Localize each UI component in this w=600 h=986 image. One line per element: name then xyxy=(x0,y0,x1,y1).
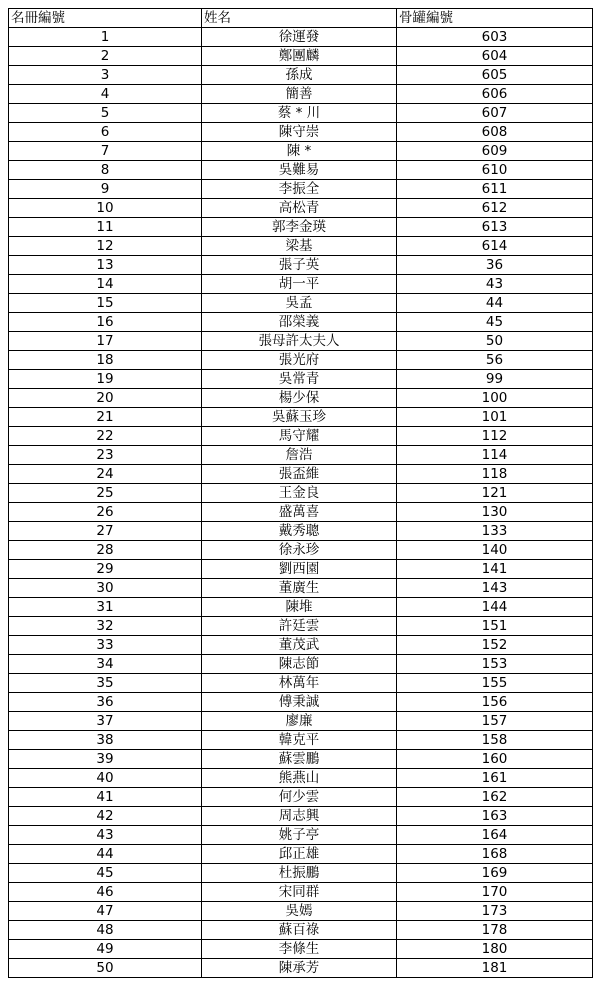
register-number-cell: 2 xyxy=(9,47,202,66)
table-row xyxy=(9,959,593,978)
register-number-cell: 23 xyxy=(9,446,202,465)
urn-number-cell: 157 xyxy=(397,712,593,731)
name-cell: 陳承芳 xyxy=(202,959,397,978)
urn-number-cell: 161 xyxy=(397,769,593,788)
urn-number-cell: 612 xyxy=(397,199,593,218)
name-cell: 戴秀聰 xyxy=(202,522,397,541)
table-row xyxy=(9,180,593,199)
urn-number-cell: 156 xyxy=(397,693,593,712)
table-row xyxy=(9,674,593,693)
name-cell: 徐運發 xyxy=(202,28,397,47)
table-row xyxy=(9,218,593,237)
name-cell: 熊燕山 xyxy=(202,769,397,788)
urn-number-cell: 152 xyxy=(397,636,593,655)
register-number-cell: 43 xyxy=(9,826,202,845)
register-number-cell: 50 xyxy=(9,959,202,978)
register-number-cell: 39 xyxy=(9,750,202,769)
register-number-cell: 25 xyxy=(9,484,202,503)
table-row xyxy=(9,351,593,370)
urn-number-cell: 162 xyxy=(397,788,593,807)
table-row xyxy=(9,28,593,47)
urn-number-cell: 114 xyxy=(397,446,593,465)
table-row xyxy=(9,693,593,712)
table-row xyxy=(9,199,593,218)
urn-number-cell: 118 xyxy=(397,465,593,484)
name-cell: 吳常青 xyxy=(202,370,397,389)
urn-number-cell: 160 xyxy=(397,750,593,769)
table-row xyxy=(9,66,593,85)
name-cell: 孫成 xyxy=(202,66,397,85)
name-cell: 杜振鵬 xyxy=(202,864,397,883)
urn-number-cell: 143 xyxy=(397,579,593,598)
urn-number-cell: 44 xyxy=(397,294,593,313)
register-number-cell: 6 xyxy=(9,123,202,142)
name-cell: 胡一平 xyxy=(202,275,397,294)
urn-number-cell: 164 xyxy=(397,826,593,845)
name-cell: 徐永珍 xyxy=(202,541,397,560)
table-row xyxy=(9,370,593,389)
urn-number-cell: 607 xyxy=(397,104,593,123)
table-row xyxy=(9,826,593,845)
urn-number-cell: 611 xyxy=(397,180,593,199)
name-cell: 邱正雄 xyxy=(202,845,397,864)
register-number-cell: 21 xyxy=(9,408,202,427)
table-row xyxy=(9,560,593,579)
name-cell: 詹浩 xyxy=(202,446,397,465)
name-cell: 高松青 xyxy=(202,199,397,218)
register-number-cell: 22 xyxy=(9,427,202,446)
urn-number-cell: 168 xyxy=(397,845,593,864)
register-number-cell: 45 xyxy=(9,864,202,883)
name-cell: 吳孟 xyxy=(202,294,397,313)
name-cell: 陳守崇 xyxy=(202,123,397,142)
table-row xyxy=(9,769,593,788)
table-row xyxy=(9,655,593,674)
table-row xyxy=(9,47,593,66)
register-number-cell: 11 xyxy=(9,218,202,237)
urn-number-cell: 36 xyxy=(397,256,593,275)
register-number-cell: 35 xyxy=(9,674,202,693)
table-row xyxy=(9,598,593,617)
name-cell: 劉西園 xyxy=(202,560,397,579)
name-cell: 姚子亭 xyxy=(202,826,397,845)
urn-number-cell: 144 xyxy=(397,598,593,617)
urn-number-cell: 614 xyxy=(397,237,593,256)
register-number-cell: 17 xyxy=(9,332,202,351)
urn-number-cell: 605 xyxy=(397,66,593,85)
table-row xyxy=(9,484,593,503)
urn-number-cell: 45 xyxy=(397,313,593,332)
name-cell: 梁基 xyxy=(202,237,397,256)
urn-number-cell: 141 xyxy=(397,560,593,579)
register-number-cell: 36 xyxy=(9,693,202,712)
urn-number-cell: 163 xyxy=(397,807,593,826)
register-number-cell: 47 xyxy=(9,902,202,921)
table-row xyxy=(9,446,593,465)
register-number-cell: 18 xyxy=(9,351,202,370)
register-number-cell: 19 xyxy=(9,370,202,389)
register-number-cell: 32 xyxy=(9,617,202,636)
name-cell: 吳難易 xyxy=(202,161,397,180)
register-number-cell: 8 xyxy=(9,161,202,180)
table-row xyxy=(9,788,593,807)
register-number-cell: 30 xyxy=(9,579,202,598)
name-cell: 王金良 xyxy=(202,484,397,503)
register-number-cell: 46 xyxy=(9,883,202,902)
register-number-cell: 40 xyxy=(9,769,202,788)
table-row xyxy=(9,85,593,104)
register-number-cell: 10 xyxy=(9,199,202,218)
register-number-cell: 42 xyxy=(9,807,202,826)
urn-number-cell: 181 xyxy=(397,959,593,978)
table-row xyxy=(9,750,593,769)
urn-number-cell: 158 xyxy=(397,731,593,750)
table-row xyxy=(9,237,593,256)
urn-number-cell: 121 xyxy=(397,484,593,503)
column-header-urn-number: 骨罐編號 xyxy=(397,9,593,28)
table-row xyxy=(9,541,593,560)
table-row xyxy=(9,313,593,332)
name-cell: 廖廉 xyxy=(202,712,397,731)
table-row xyxy=(9,807,593,826)
urn-number-cell: 130 xyxy=(397,503,593,522)
urn-number-cell: 608 xyxy=(397,123,593,142)
urn-number-cell: 604 xyxy=(397,47,593,66)
name-cell: 馬守耀 xyxy=(202,427,397,446)
name-cell: 楊少保 xyxy=(202,389,397,408)
table-row xyxy=(9,408,593,427)
name-cell: 陳志節 xyxy=(202,655,397,674)
register-number-cell: 24 xyxy=(9,465,202,484)
table-row xyxy=(9,275,593,294)
register-number-cell: 31 xyxy=(9,598,202,617)
name-cell: 許廷雲 xyxy=(202,617,397,636)
table-row xyxy=(9,883,593,902)
table-row xyxy=(9,940,593,959)
column-header-register-number: 名冊編號 xyxy=(9,9,202,28)
register-number-cell: 4 xyxy=(9,85,202,104)
name-cell: 張光府 xyxy=(202,351,397,370)
urn-number-cell: 153 xyxy=(397,655,593,674)
header-row xyxy=(9,9,593,28)
urn-number-cell: 56 xyxy=(397,351,593,370)
table-row xyxy=(9,522,593,541)
table-row xyxy=(9,731,593,750)
name-cell: 盛萬喜 xyxy=(202,503,397,522)
register-sheet xyxy=(8,8,592,978)
register-number-cell: 49 xyxy=(9,940,202,959)
table-row xyxy=(9,636,593,655)
name-cell: 李條生 xyxy=(202,940,397,959)
name-cell: 周志興 xyxy=(202,807,397,826)
table-row xyxy=(9,465,593,484)
name-cell: 董廣生 xyxy=(202,579,397,598)
table-row xyxy=(9,712,593,731)
table-row xyxy=(9,294,593,313)
name-cell: 蘇百祿 xyxy=(202,921,397,940)
table-row xyxy=(9,161,593,180)
name-cell: 邵榮義 xyxy=(202,313,397,332)
urn-number-cell: 151 xyxy=(397,617,593,636)
table-row xyxy=(9,902,593,921)
name-cell: 陳 * xyxy=(202,142,397,161)
register-number-cell: 48 xyxy=(9,921,202,940)
name-cell: 蔡 * 川 xyxy=(202,104,397,123)
name-cell: 何少雲 xyxy=(202,788,397,807)
name-cell: 林萬年 xyxy=(202,674,397,693)
register-number-cell: 20 xyxy=(9,389,202,408)
register-number-cell: 37 xyxy=(9,712,202,731)
register-number-cell: 1 xyxy=(9,28,202,47)
name-cell: 張盃維 xyxy=(202,465,397,484)
urn-number-cell: 100 xyxy=(397,389,593,408)
urn-number-cell: 133 xyxy=(397,522,593,541)
urn-number-cell: 609 xyxy=(397,142,593,161)
urn-number-cell: 173 xyxy=(397,902,593,921)
name-cell: 鄭團麟 xyxy=(202,47,397,66)
urn-number-cell: 603 xyxy=(397,28,593,47)
urn-number-cell: 613 xyxy=(397,218,593,237)
register-number-cell: 3 xyxy=(9,66,202,85)
name-cell: 傅秉誠 xyxy=(202,693,397,712)
table-row xyxy=(9,256,593,275)
register-number-cell: 13 xyxy=(9,256,202,275)
name-cell: 吳蘇玉珍 xyxy=(202,408,397,427)
name-cell: 韓克平 xyxy=(202,731,397,750)
register-number-cell: 26 xyxy=(9,503,202,522)
remains-register-table xyxy=(8,8,593,978)
urn-number-cell: 50 xyxy=(397,332,593,351)
table-row xyxy=(9,104,593,123)
urn-number-cell: 178 xyxy=(397,921,593,940)
urn-number-cell: 606 xyxy=(397,85,593,104)
table-row xyxy=(9,921,593,940)
register-number-cell: 29 xyxy=(9,560,202,579)
column-header-name: 姓名 xyxy=(202,9,397,28)
urn-number-cell: 170 xyxy=(397,883,593,902)
table-body xyxy=(9,28,593,978)
register-number-cell: 34 xyxy=(9,655,202,674)
name-cell: 郭李金瑛 xyxy=(202,218,397,237)
table-row xyxy=(9,427,593,446)
urn-number-cell: 101 xyxy=(397,408,593,427)
register-number-cell: 16 xyxy=(9,313,202,332)
table-row xyxy=(9,579,593,598)
urn-number-cell: 180 xyxy=(397,940,593,959)
name-cell: 李振全 xyxy=(202,180,397,199)
table-row xyxy=(9,123,593,142)
urn-number-cell: 112 xyxy=(397,427,593,446)
table-row xyxy=(9,142,593,161)
register-number-cell: 7 xyxy=(9,142,202,161)
register-number-cell: 41 xyxy=(9,788,202,807)
table-row xyxy=(9,503,593,522)
register-number-cell: 27 xyxy=(9,522,202,541)
name-cell: 吳嫣 xyxy=(202,902,397,921)
register-number-cell: 9 xyxy=(9,180,202,199)
register-number-cell: 38 xyxy=(9,731,202,750)
urn-number-cell: 140 xyxy=(397,541,593,560)
table-row xyxy=(9,617,593,636)
name-cell: 蘇雲鵬 xyxy=(202,750,397,769)
urn-number-cell: 610 xyxy=(397,161,593,180)
name-cell: 簡善 xyxy=(202,85,397,104)
table-row xyxy=(9,864,593,883)
name-cell: 宋同群 xyxy=(202,883,397,902)
urn-number-cell: 99 xyxy=(397,370,593,389)
urn-number-cell: 43 xyxy=(397,275,593,294)
register-number-cell: 14 xyxy=(9,275,202,294)
table-row xyxy=(9,332,593,351)
name-cell: 張母許太夫人 xyxy=(202,332,397,351)
name-cell: 董茂武 xyxy=(202,636,397,655)
name-cell: 陳堆 xyxy=(202,598,397,617)
urn-number-cell: 169 xyxy=(397,864,593,883)
table-row xyxy=(9,845,593,864)
name-cell: 張子英 xyxy=(202,256,397,275)
table-row xyxy=(9,389,593,408)
register-number-cell: 33 xyxy=(9,636,202,655)
register-number-cell: 5 xyxy=(9,104,202,123)
register-number-cell: 12 xyxy=(9,237,202,256)
urn-number-cell: 155 xyxy=(397,674,593,693)
register-number-cell: 44 xyxy=(9,845,202,864)
register-number-cell: 15 xyxy=(9,294,202,313)
register-number-cell: 28 xyxy=(9,541,202,560)
